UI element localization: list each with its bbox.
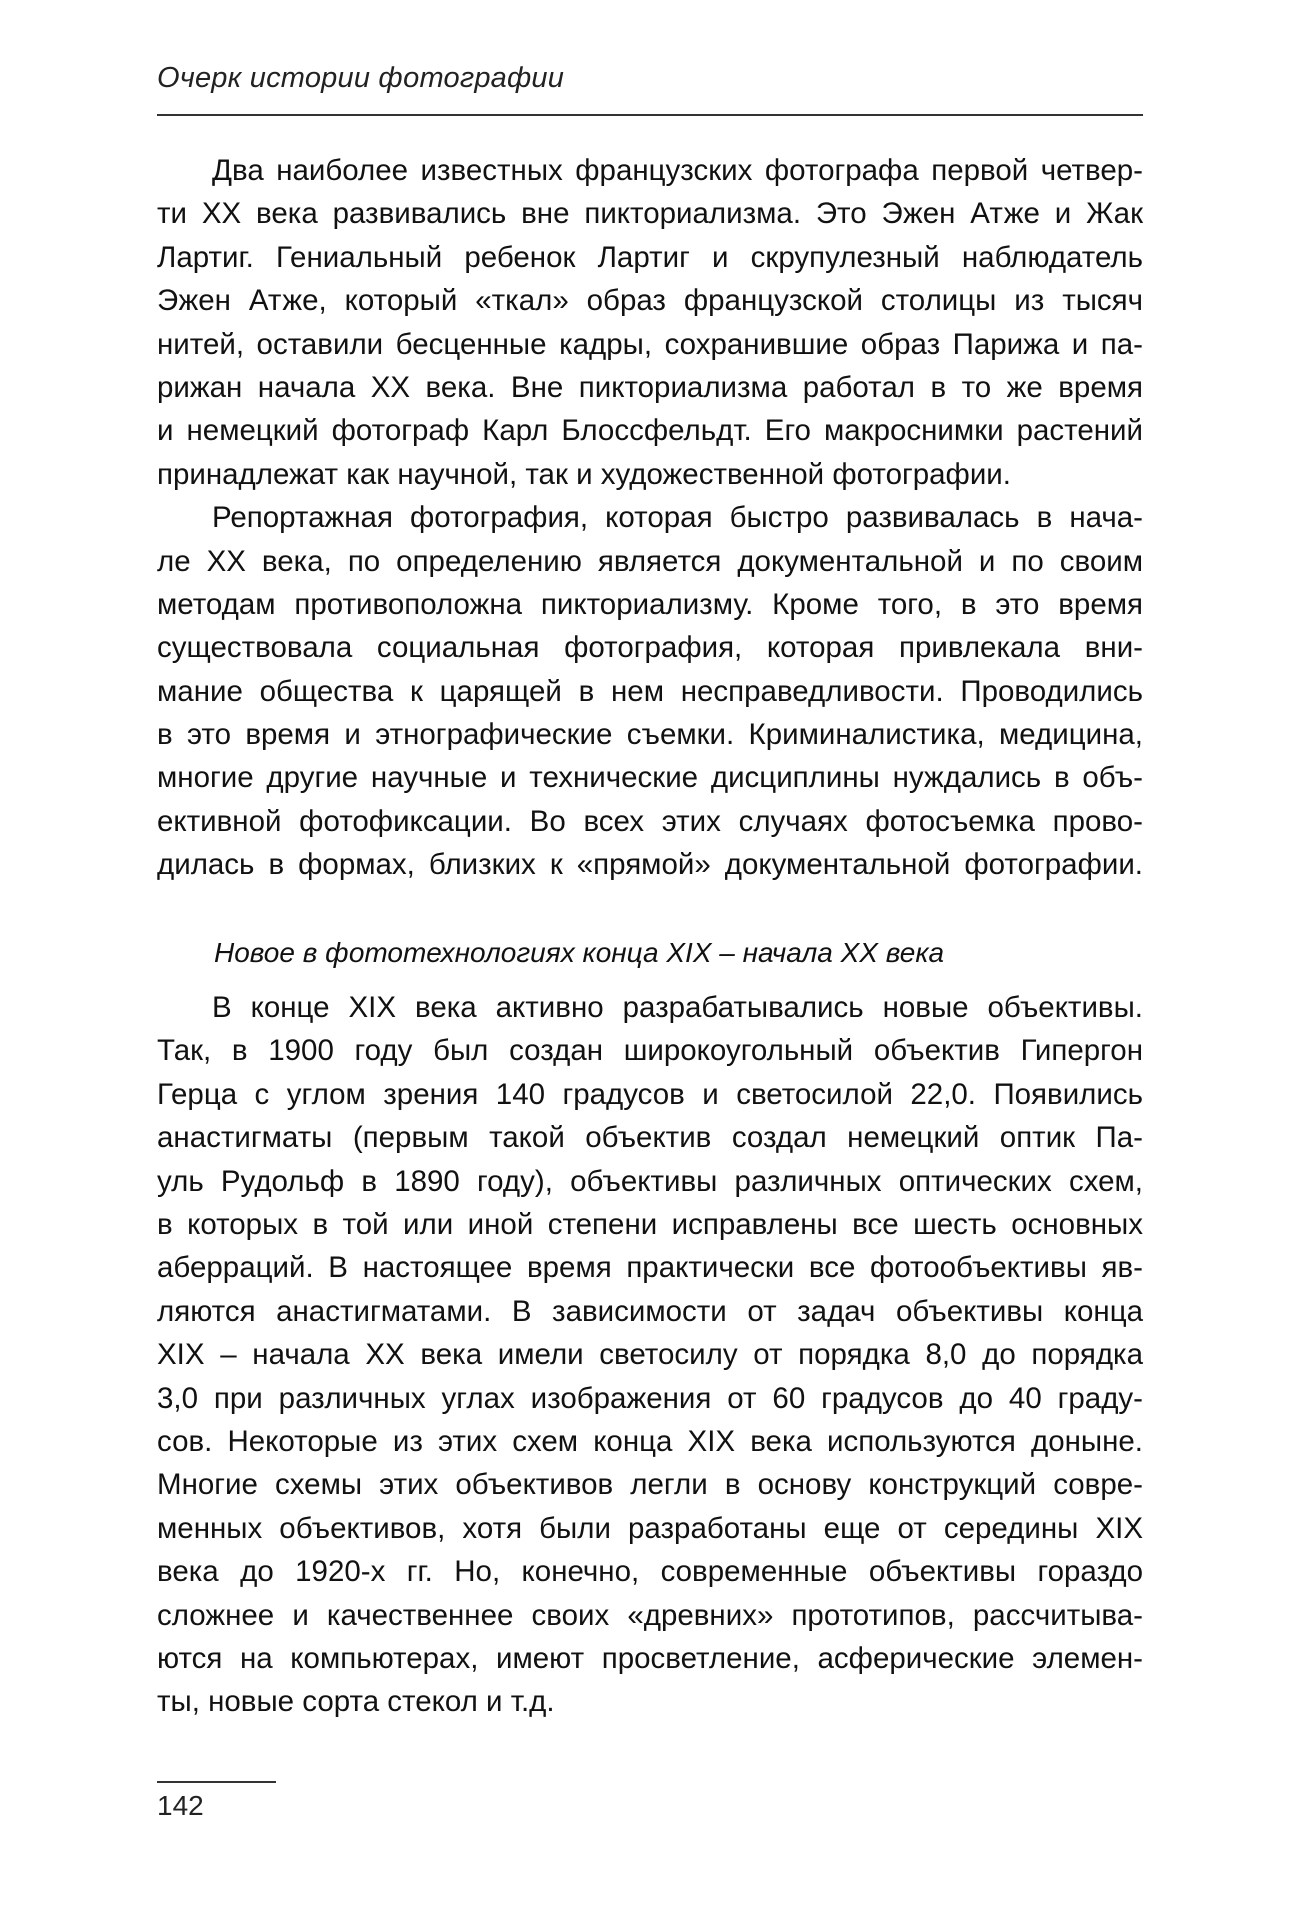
- text-line: ти XX века развивались вне пикториализма. Это Эжен Атже и Жак: [157, 197, 1143, 231]
- text-line: аберраций. В настоящее время практически все фотообъективы яв-: [157, 1251, 1143, 1285]
- text-line: рижан начала XX века. Вне пикториализма работал в то же время: [157, 370, 1143, 404]
- text-line: ются на компьютерах, имеют просветление, асферические элемен-: [157, 1641, 1143, 1675]
- text-line: мание общества к царящей в нем несправедливости. Проводились: [157, 674, 1143, 708]
- text-line: Многие схемы этих объективов легли в основу конструкций совре-: [157, 1468, 1143, 1502]
- text-line: сов. Некоторые из этих схем конца XIX века используются доныне.: [157, 1424, 1143, 1458]
- text-line: сложнее и качественнее своих «древних» прототипов, рассчитыва-: [157, 1598, 1143, 1632]
- paragraph-1: [157, 149, 1143, 496]
- text-line: XIX – начала XX века имели светосилу от порядка 8,0 до порядка: [157, 1338, 1143, 1372]
- text-line: Так, в 1900 году был создан широкоугольный объектив Гипергон: [157, 1034, 1143, 1068]
- text-line: менных объективов, хотя были разработаны еще от середины XIX: [157, 1511, 1143, 1545]
- text-line: ле XX века, по определению является документальной и по своим: [157, 544, 1143, 578]
- text-line: принадлежат как научной, так и художественной фотографии.: [157, 457, 1011, 491]
- text-line: ты, новые сорта стекол и т.д.: [157, 1685, 555, 1719]
- text-line: 3,0 при различных углах изображения от 60 градусов до 40 граду-: [157, 1381, 1143, 1415]
- header-rule: [157, 114, 1143, 116]
- text-line: ляются анастигматами. В зависимости от задач объективы конца: [157, 1294, 1143, 1328]
- footer-rule: [157, 1781, 276, 1783]
- text-line: в это время и этнографические съемки. Криминалистика, медицина,: [157, 718, 1143, 752]
- text-line: и немецкий фотограф Карл Блоссфельдт. Его макроснимки растений: [157, 414, 1143, 448]
- section-subheading: Новое в фототехнологиях конца XIX – начала XX века: [214, 936, 945, 968]
- paragraph-3: [157, 986, 1143, 1724]
- text-line: существовала социальная фотография, которая привлекала вни-: [157, 631, 1143, 665]
- text-line: века до 1920-х гг. Но, конечно, современные объективы гораздо: [157, 1555, 1143, 1589]
- paragraph-2: [157, 496, 1143, 887]
- text-line: анастигматы (первым такой объектив создал немецкий оптик Па-: [157, 1121, 1143, 1155]
- text-line: Эжен Атже, который «ткал» образ французской столицы из тысяч: [157, 284, 1143, 318]
- text-line: в которых в той или иной степени исправлены все шесть основных: [157, 1207, 1143, 1241]
- text-line: уль Рудольф в 1890 году), объективы различных оптических схем,: [157, 1164, 1143, 1198]
- text-line: ективной фотофиксации. Во всех этих случаях фотосъемка прово-: [157, 804, 1143, 838]
- running-title: Очерк истории фотографии: [157, 62, 565, 94]
- text-line: В конце XIX века активно разрабатывались новые объективы.: [212, 991, 1143, 1025]
- text-line: Репортажная фотография, которая быстро развивалась в нача-: [212, 501, 1143, 535]
- page-number: 142: [157, 1790, 204, 1821]
- text-line: многие другие научные и технические дисциплины нуждались в объ-: [157, 761, 1143, 795]
- text-line: Два наиболее известных французских фотографа первой четвер-: [212, 154, 1143, 187]
- text-line: Лартиг. Гениальный ребенок Лартиг и скрупулезный наблюдатель: [157, 240, 1143, 274]
- text-line: методам противоположна пикториализму. Кроме того, в это время: [157, 587, 1143, 621]
- text-line: Герца с углом зрения 140 градусов и светосилой 22,0. Появились: [157, 1077, 1143, 1111]
- text-line: дилась в формах, близких к «прямой» документальной фотографии.: [157, 848, 1143, 882]
- text-line: нитей, оставили бесценные кадры, сохранившие образ Парижа и па-: [157, 327, 1143, 361]
- text-column: [157, 149, 1143, 1724]
